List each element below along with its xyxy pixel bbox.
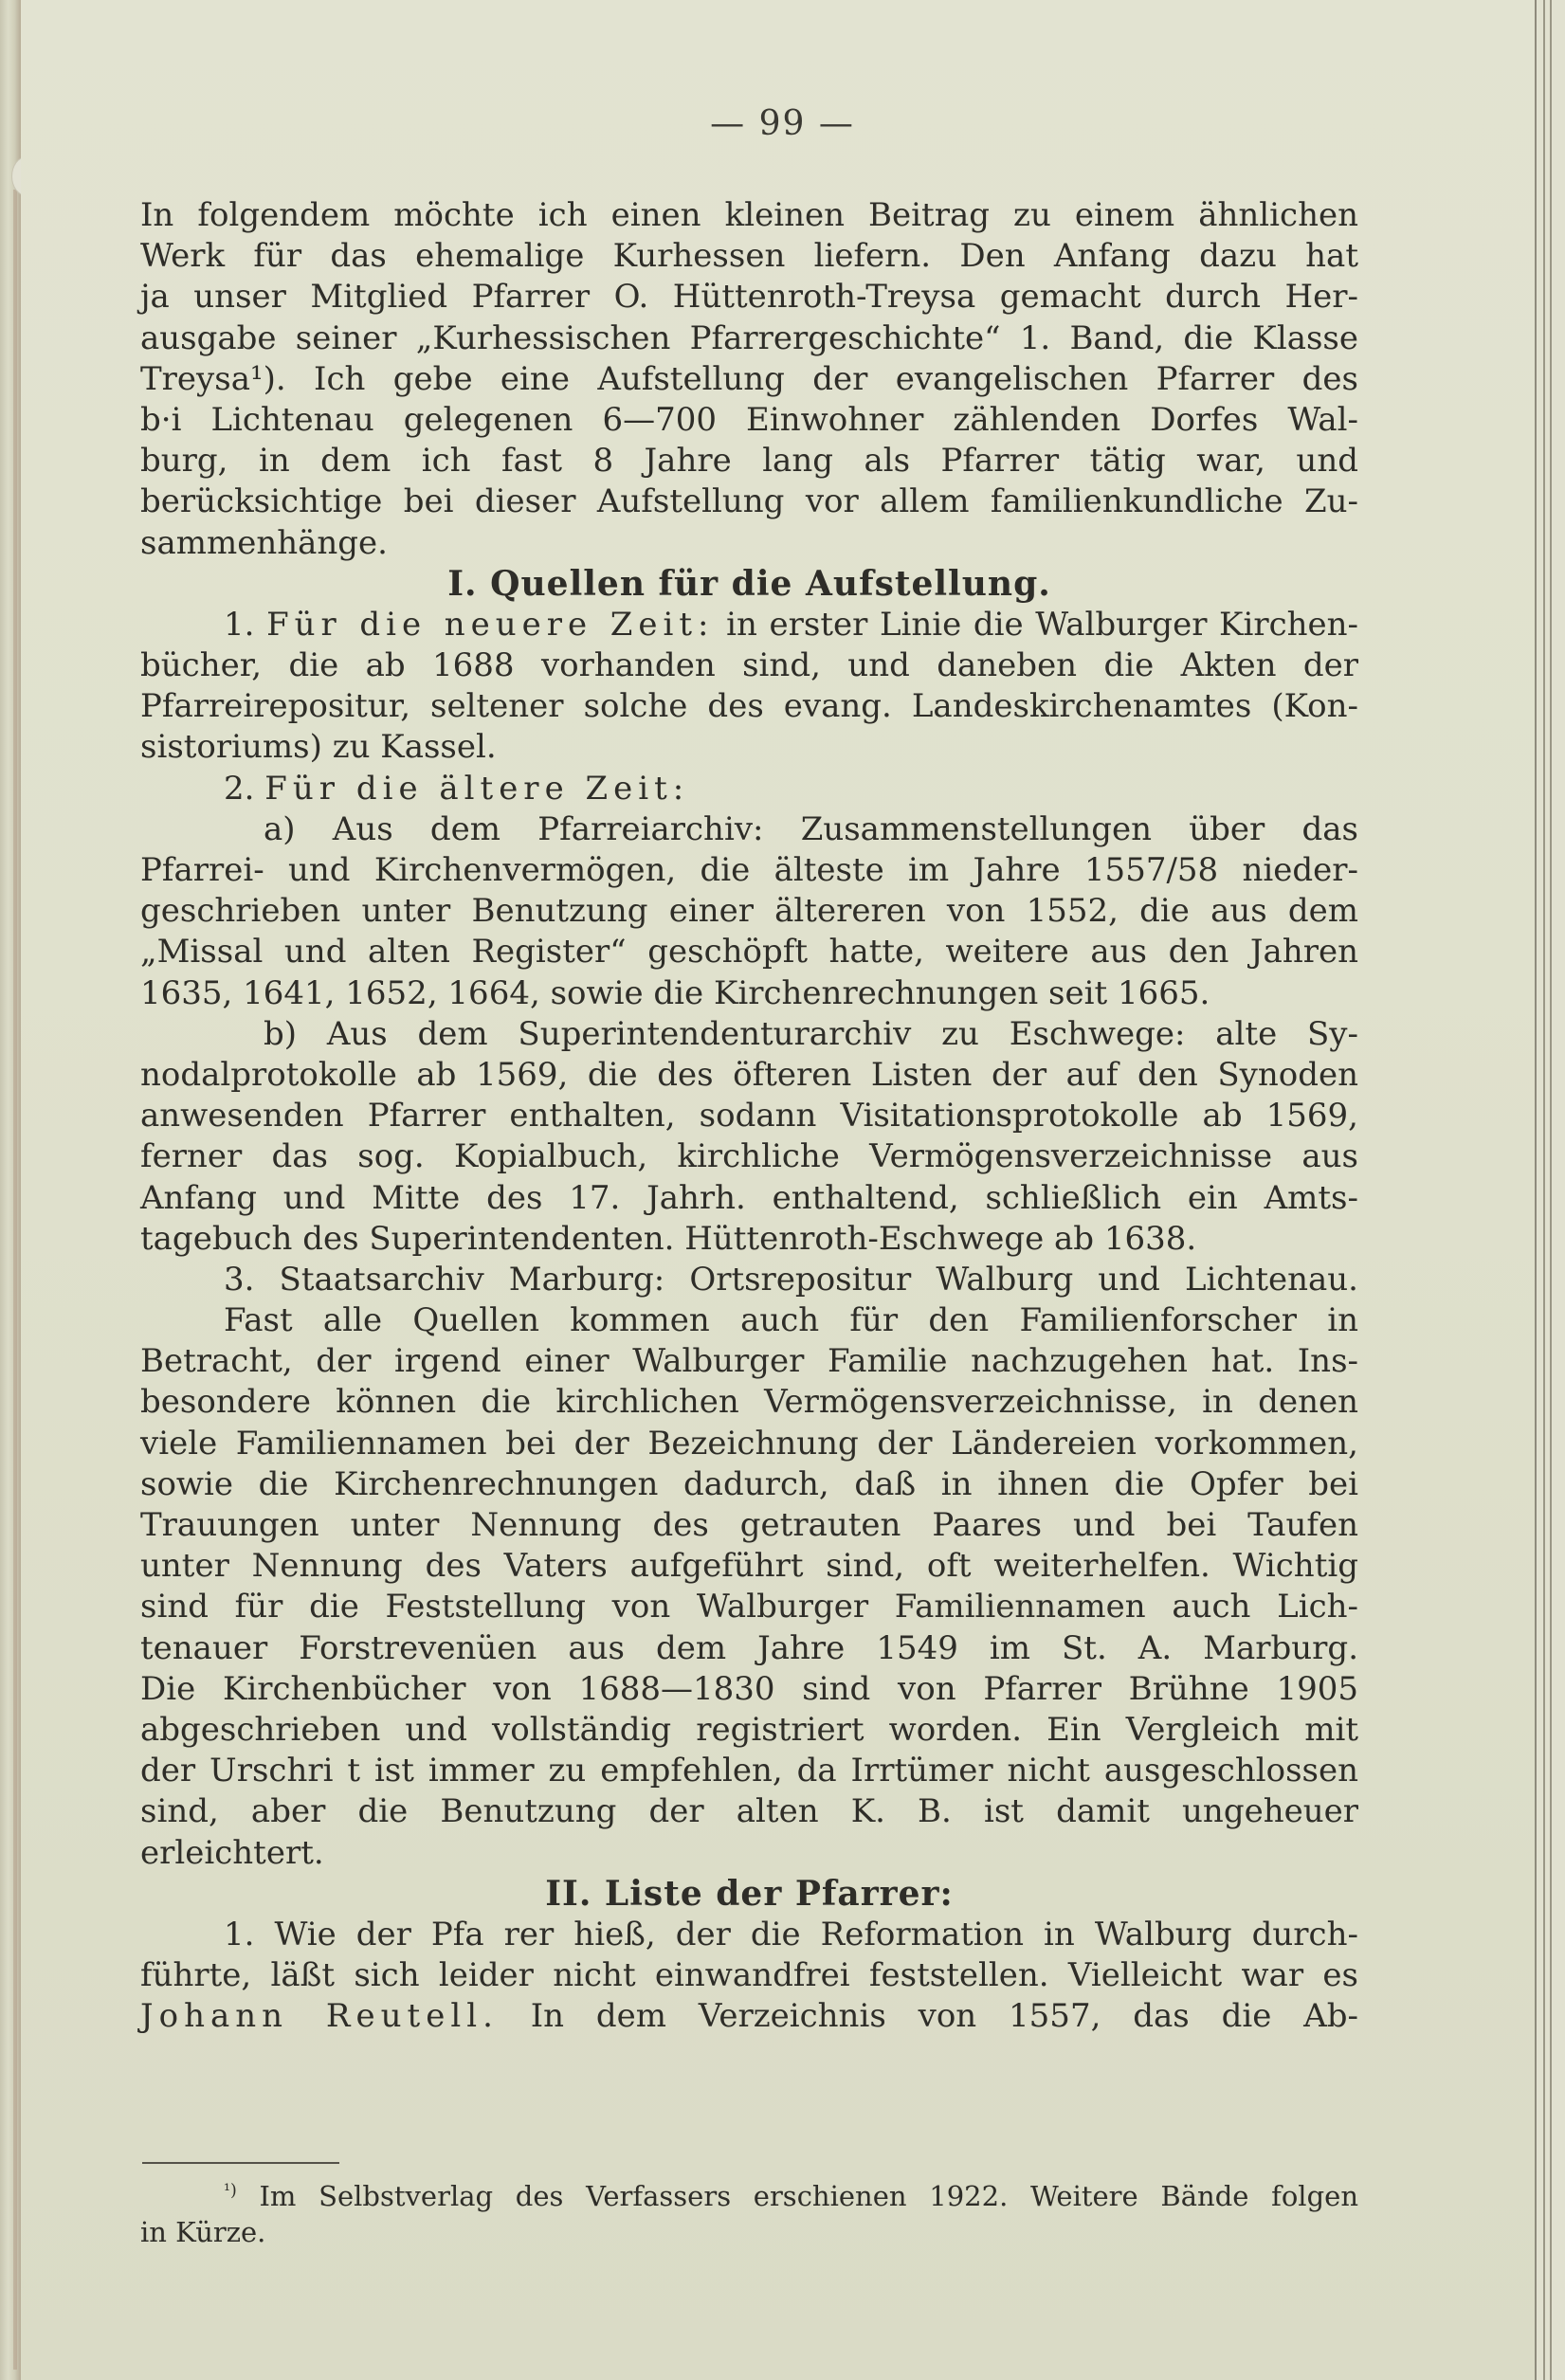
footnote-text: Im Selbstverlag des Verfassers erschienen 1922. Weitere Bände folgen	[259, 2180, 1358, 2212]
text-line: bücher, die ab 1688 vorhanden sind, und daneben die Akten der	[140, 646, 1358, 685]
text-line: tenauer Forstrevenüen aus dem Jahre 1549 im St. A. Marburg.	[140, 1628, 1358, 1667]
page-number: — 99 —	[710, 104, 855, 143]
text-line: Treysa¹). Ich gebe eine Aufstellung der evangelischen Pfarrer des	[140, 359, 1358, 398]
item-label: Für die neuere Zeit:	[266, 605, 715, 644]
page-left-edge	[0, 0, 21, 2380]
item-number: 1.	[224, 605, 255, 644]
edge-crease	[13, 190, 17, 2370]
text-line: geschrieben unter Benutzung einer ältereren von 1552, die aus dem	[140, 892, 1358, 931]
body-text	[140, 195, 1358, 2037]
text-line: viele Familiennamen bei der Bezeichnung der Ländereien vorkommen,	[140, 1424, 1358, 1463]
text-line: In folgendem möchte ich einen kleinen Beitrag zu einem ähnlichen	[140, 196, 1358, 234]
text-line: tagebuch des Superintendenten. Hüttenroth-Eschwege ab 1638.	[140, 1219, 1197, 1258]
footnote-1-continued: in Kürze.	[140, 2216, 266, 2248]
text-line: sind, aber die Benutzung der alten K. B. ist damit ungeheuer	[140, 1792, 1358, 1831]
list-item-state-archive: 3. Staatsarchiv Marburg: Ortsrepositur Walburg und Lichtenau.	[224, 1260, 1358, 1299]
text-line: unter Nennung des Vaters aufgeführt sind, oft weiterhelfen. Wichtig	[140, 1547, 1358, 1586]
item-text: in erster Linie die Walburger Kirchen-	[726, 605, 1359, 644]
text-line: sind für die Feststellung von Walburger Familiennamen auch Lich-	[140, 1588, 1358, 1626]
text-line: b·i Lichtenau gelegenen 6—700 Einwohner zählenden Dorfes Wal-	[140, 400, 1358, 439]
sub-item-b: b) Aus dem Superintendenturarchiv zu Eschwege: alte Sy-	[264, 1014, 1358, 1053]
text-line: Pfarreirepositur, seltener solche des evang. Landeskirchenamtes (Kon-	[140, 687, 1358, 726]
text-line: Werk für das ehemalige Kurhessen liefern. Den Anfang dazu hat	[140, 237, 1358, 276]
text-line: sammenhänge.	[140, 523, 388, 562]
section-heading-pastor-list: II. Liste der Pfarrer:	[545, 1873, 954, 1914]
text-line: der Urschri t ist immer zu empfehlen, da Irrtümer nicht ausgeschlossen	[140, 1752, 1358, 1790]
footnote-marker: ¹)	[224, 2181, 237, 2201]
text-line: sistoriums) zu Kassel.	[140, 728, 497, 767]
page-right-edge	[1535, 0, 1565, 2380]
list-item-older-period	[140, 769, 1358, 809]
item-label: Für die ältere Zeit:	[264, 769, 690, 808]
text-line: ja unser Mitglied Pfarrer O. Hüttenroth-Treysa gemacht durch Her-	[140, 278, 1358, 317]
text-line: abgeschrieben und vollständig registriert worden. Ein Vergleich mit	[140, 1710, 1358, 1749]
text-line: besondere können die kirchlichen Vermögensverzeichnisse, in denen	[140, 1383, 1358, 1422]
sub-item-a: a) Aus dem Pfarreiarchiv: Zusammenstellungen über das	[264, 809, 1358, 848]
item-text: In dem Verzeichnis von 1557, das die Ab-	[530, 1997, 1358, 2036]
text-line: Trauungen unter Nennung des getrauten Paares und bei Taufen	[140, 1506, 1358, 1544]
text-line: nodalprotokolle ab 1569, die des öfteren Listen der auf den Synoden	[140, 1055, 1358, 1094]
text-line: „Missal und alten Register“ geschöpft hatte, weitere aus den Jahren	[140, 933, 1358, 972]
text-line: Pfarrei- und Kirchenvermögen, die älteste im Jahre 1557/58 nieder-	[140, 851, 1358, 889]
text-line: ausgabe seiner „Kurhessischen Pfarrergeschichte“ 1. Band, die Klasse	[140, 318, 1358, 357]
footnote-divider	[142, 2162, 339, 2164]
text-line	[140, 1996, 1358, 2037]
list-item-newer-period	[140, 605, 1358, 645]
pastor-name: Johann Reutell.	[140, 1997, 499, 2036]
footnotes	[140, 2178, 1358, 2250]
text-line: Fast alle Quellen kommen auch für den Familienforscher in	[224, 1301, 1358, 1340]
text-line: 1. Wie der Pfa rer hieß, der die Reformation in Walburg durch-	[224, 1915, 1358, 1953]
text-line: sowie die Kirchenrechnungen dadurch, daß in ihnen die Opfer bei	[140, 1464, 1358, 1503]
text-line: ferner das sog. Kopialbuch, kirchliche Vermögensverzeichnisse aus	[140, 1137, 1358, 1176]
item-number: 2.	[224, 769, 255, 808]
text-line: erleichtert.	[140, 1833, 324, 1872]
text-line: berücksichtige bei dieser Aufstellung vor allem familienkundliche Zu-	[140, 482, 1358, 521]
text-line: führte, läßt sich leider nicht einwandfrei feststellen. Vielleicht war es	[140, 1956, 1358, 1995]
footnote-1	[140, 2178, 1358, 2214]
text-line: Anfang und Mitte des 17. Jahrh. enthaltend, schließlich ein Amts-	[140, 1178, 1358, 1217]
text-line: anwesenden Pfarrer enthalten, sodann Visitationsprotokolle ab 1569,	[140, 1097, 1358, 1135]
text-line: Betracht, der irgend einer Walburger Familie nachzugehen hat. Ins-	[140, 1342, 1358, 1381]
section-heading-sources: I. Quellen für die Aufstellung.	[447, 563, 1051, 604]
text-line: Die Kirchenbücher von 1688—1830 sind von Pfarrer Brühne 1905	[140, 1669, 1358, 1708]
text-line: 1635, 1641, 1652, 1664, sowie die Kirchenrechnungen seit 1665.	[140, 973, 1210, 1012]
text-line: burg, in dem ich fast 8 Jahre lang als Pfarrer tätig war, und	[140, 442, 1358, 481]
